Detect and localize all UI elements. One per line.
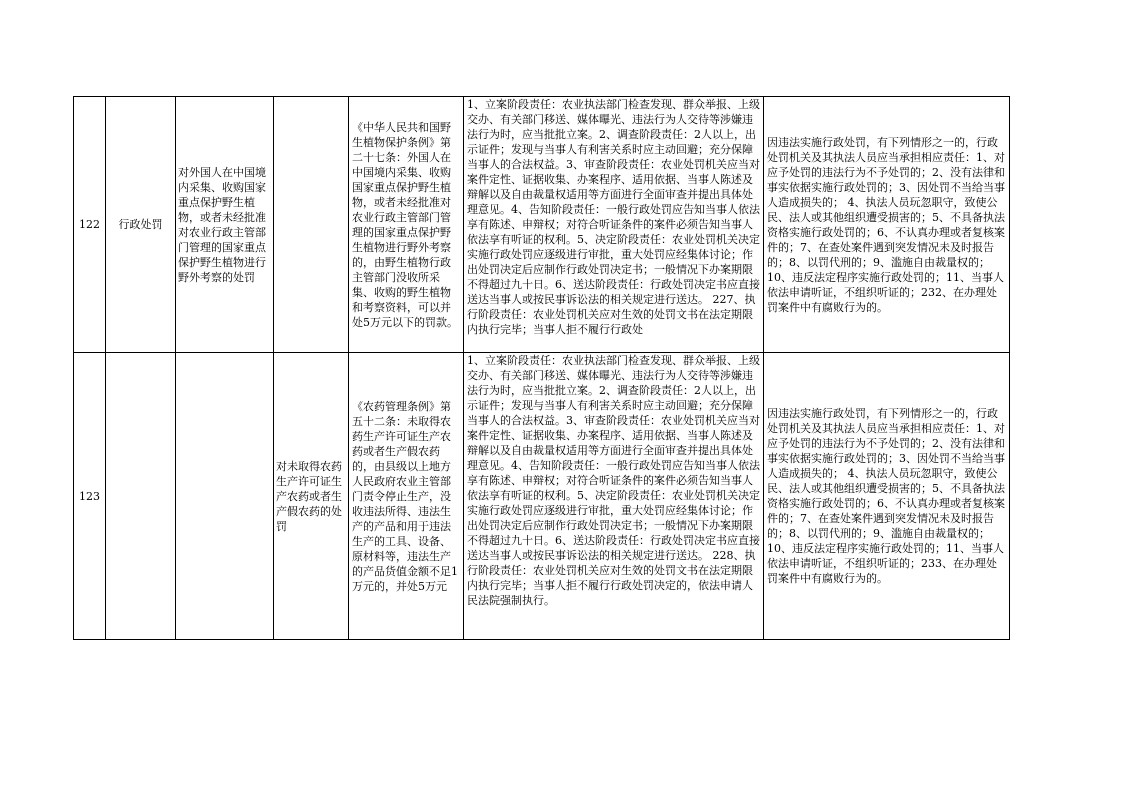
legal-basis: 《农药管理条例》第五十二条：未取得农药生产许可证生产农药或者生产假农药的，由县级以上地方人民政府农业主管部门责令停止生产，没收违法所得、违法生产的产品和用于违法生产的工具、设备、原材料等，违法生产的产品货值金额不足1万元的，并处5万元	[352, 399, 458, 593]
item-name: 对外国人在中国境内采集、收购国家重点保护野生植物，或者未经批准对农业行政主管部门管理的国家重点保护野生植物进行野外考察的处罚	[178, 165, 266, 284]
power-type	[106, 353, 176, 640]
power-type: 行政处罚	[106, 97, 176, 353]
row-number: 123	[74, 353, 106, 640]
legal-basis: 《中华人民共和国野生植物保护条例》第二十七条：外国人在中国境内采集、收购国家重点保护野生植物，或者未经批准对农业行政主管部门管理的国家重点保护野生植物进行野外考察的，由野生植物行政主管部门没收所采集、收购的野生植物和考察资料，可以并处5万元以下的罚款。	[352, 120, 458, 329]
table-row	[74, 97, 1010, 353]
sub-item-name: 对未取得农药生产许可证生产农药或者生产假农药的处罚	[276, 459, 342, 533]
responsibility-text: 1、立案阶段责任：农业执法部门检查发现、群众举报、上级交办、有关部门移送、媒体曝光、违法行为人交待等涉嫌违法行为时，应当批批立案。2、调查阶段责任：2人以上，出示证件；发现与当事人有利害关系时应主动回避；充分保障当事人的合法权益。3、审查阶段责任：农业处罚机关应当对案件定性、证据收集、办案程序、适用依据、当事人陈述及辩解以及自由裁量权适用等方面进行全面审查并提出具体处理意见。4、告知阶段责任：一般行政处罚应告知当事人依法享有陈述、申辩权；对符合听证条件的案件必须告知当事人依法享有听证的权利。5、决定阶段责任：农业处罚机关决定实施行政处罚应逐级进行审批，重大处罚应经集体讨论；作出处罚决定后应制作行政处罚决定书；一般情况下办案期限不得超过九十日。6、送达阶段责任：行政处罚决定书应直接送达当事人或按民事诉讼法的相关规定进行送达。 227、执行阶段责任：农业处罚机关应对生效的处罚文书在法定期限内执行完毕；当事人拒不履行行政处	[467, 98, 760, 336]
table-row	[74, 353, 1010, 640]
power-list-table	[73, 96, 1010, 640]
responsibility-text: 1、立案阶段责任：农业执法部门检查发现、群众举报、上级交办、有关部门移送、媒体曝光、违法行为人交待等涉嫌违法行为时，应当批批立案。2、调查阶段责任：2人以上，出示证件；发现与当事人有利害关系时应主动回避；充分保障当事人的合法权益。3、审查阶段责任：农业处罚机关应当对案件定性、证据收集、办案程序、适用依据、当事人陈述及辩解以及自由裁量权适用等方面进行全面审查并提出具体处理意见。4、告知阶段责任：一般行政处罚应告知当事人依法享有陈述、申辩权；对符合听证条件的案件必须告知当事人依法享有听证的权利。5、决定阶段责任：农业处罚机关决定实施行政处罚应逐级进行审批，重大处罚应经集体讨论；作出处罚决定后应制作行政处罚决定书；一般情况下办案期限不得超过九十日。6、送达阶段责任：行政处罚决定书应直接送达当事人或按民事诉讼法的相关规定进行送达。 228、执行阶段责任：农业处罚机关应对生效的处罚文书在法定期限内执行完毕；当事人拒不履行行政处罚决定的，依法申请人民法院强制执行。	[467, 354, 760, 607]
accountability-text: 因违法实施行政处罚，有下列情形之一的，行政处罚机关及其执法人员应当承担相应责任：1、对应予处罚的违法行为不予处罚的；2、没有法律和事实依据实施行政处罚的；3、因处罚不当给当事人造成损失的； 4、执法人员玩忽职守，致使公民、法人或其他组织遭受损害的；5、不具备执法资格实施行政处罚的；6、不认真办理或者复核案件的；7、在查处案件遇到突发情况未及时报告的；8、以罚代刑的；9、滥施自由裁量权的；10、违反法定程序实施行政处罚的；11、当事人依法申请听证，不组织听证的；233、在办理处罚案件中有腐败行为的。	[767, 407, 1005, 585]
row-number: 122	[74, 97, 106, 353]
accountability-text: 因违法实施行政处罚，有下列情形之一的，行政处罚机关及其执法人员应当承担相应责任：1、对应予处罚的违法行为不予处罚的；2、没有法律和事实依据实施行政处罚的；3、因处罚不当给当事人造成损失的； 4、执法人员玩忽职守，致使公民、法人或其他组织遭受损害的；5、不具备执法资格实施行政处罚的；6、不认真办理或者复核案件的；7、在查处案件遇到突发情况未及时报告的；8、以罚代刑的；9、滥施自由裁量权的；10、违反法定程序实施行政处罚的；11、当事人依法申请听证，不组织听证的；232、在办理处罚案件中有腐败行为的。	[767, 135, 1005, 314]
